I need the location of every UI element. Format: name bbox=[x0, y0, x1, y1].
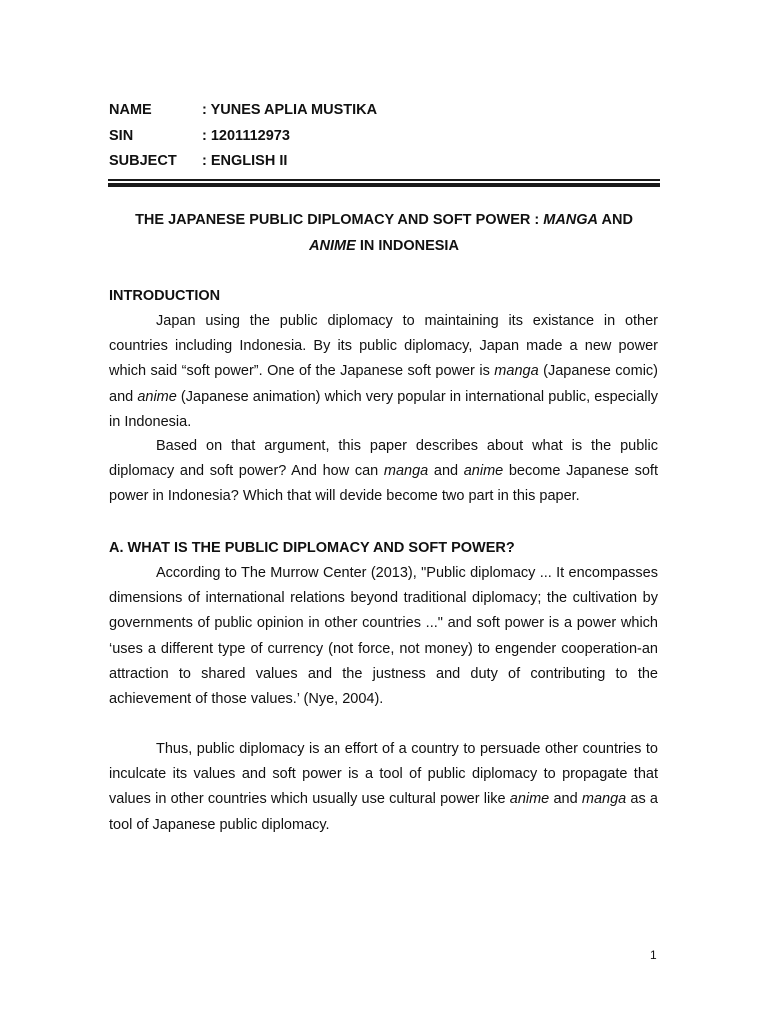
name-label: NAME bbox=[109, 102, 152, 118]
title-text-1: THE JAPANESE PUBLIC DIPLOMACY AND SOFT POWER : bbox=[135, 212, 544, 228]
subject-label: SUBJECT bbox=[109, 153, 177, 169]
subject-value: : ENGLISH II bbox=[202, 153, 288, 169]
title-text-2: AND bbox=[598, 212, 633, 228]
header-rule-thin bbox=[108, 179, 660, 181]
term-anime: anime bbox=[509, 791, 550, 808]
sin-value: : 1201112973 bbox=[202, 128, 290, 144]
sin-label: SIN bbox=[109, 128, 134, 144]
term-manga: manga bbox=[494, 363, 539, 380]
title-anime: ANIME bbox=[309, 238, 356, 254]
page-number: 1 bbox=[650, 948, 657, 962]
section-a-paragraph-2: Thus, public diplomacy is an effort of a country to persuade other countries to inculcate its values and soft power is a tool of public diplomacy to propagate that values in other countries which usually use cultural power like anime and manga as a tool of Japanese public diplomacy. bbox=[109, 741, 658, 833]
document-title bbox=[100, 207, 668, 259]
header-rule-thick bbox=[108, 183, 660, 187]
title-manga: MANGA bbox=[543, 212, 599, 228]
title-text-3: IN INDONESIA bbox=[355, 238, 459, 254]
name-value: : YUNES APLIA MUSTIKA bbox=[202, 102, 378, 118]
intro-paragraph-2: Based on that argument, this paper describes about what is the public diplomacy and soft power? And how can manga and anime become Japanese soft power in Indonesia? Which that will devide become two part in this paper. bbox=[109, 438, 658, 505]
intro-paragraph-1: Japan using the public diplomacy to maintaining its existance in other countries including Indonesia. By its public diplomacy, Japan made a new power which said “soft power”. One of the Japanese soft power is manga (Japanese comic) and anime (Japanese animation) which very popular in international public, especially in Indonesia. bbox=[109, 313, 658, 430]
term-anime: anime bbox=[137, 388, 177, 405]
term-manga: manga bbox=[581, 791, 627, 808]
term-manga: manga bbox=[383, 463, 429, 480]
introduction-heading: INTRODUCTION bbox=[109, 288, 221, 304]
section-a-heading: A. WHAT IS THE PUBLIC DIPLOMACY AND SOFT POWER? bbox=[109, 540, 515, 556]
section-a-paragraph-1: According to The Murrow Center (2013), "Public diplomacy ... It encompasses dimensions of international relations beyond traditional diplomacy; the cultivation by governments of public opinion in other countries ..." and soft power is a power which ‘uses a different type of currency (not force, not money) to engender cooperation-an attraction to shared values and the justness and duty of contributing to the achievement of those values.’ (Nye, 2004). bbox=[109, 565, 658, 708]
term-anime: anime bbox=[463, 463, 504, 480]
